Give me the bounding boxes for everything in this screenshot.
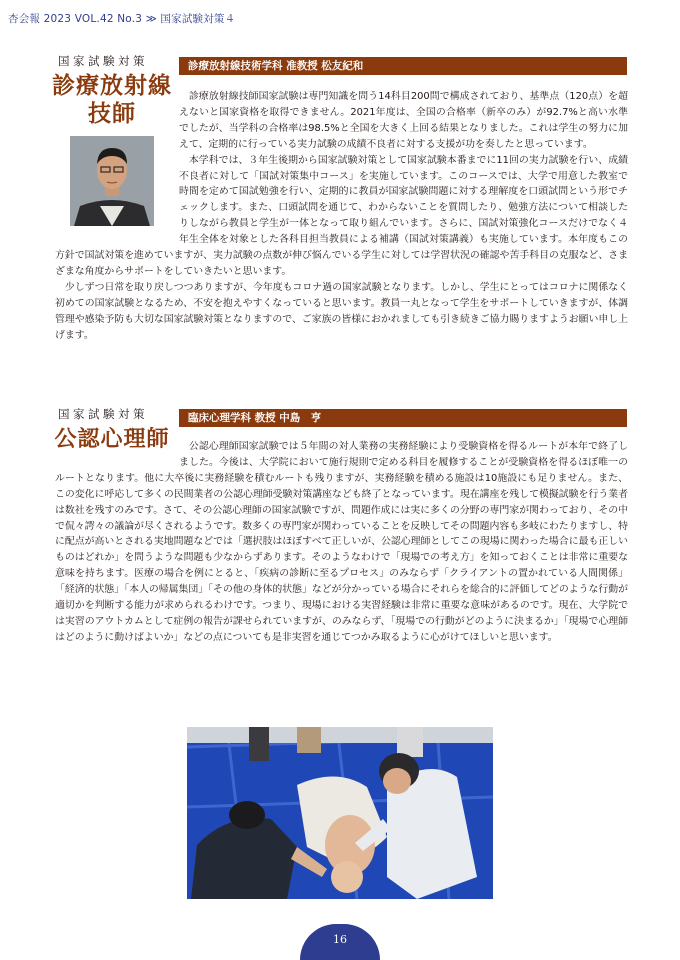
running-header: 杏会報 2023 VOL.42 No.3 ≫ 国家試験対策４ [8,13,236,25]
section1-label: 国家試験対策 [58,54,148,68]
page-number: 16 [333,933,347,946]
section1-author-bar: 診療放射線技術学科 准教授 松友紀和 [179,57,627,75]
section2-paragraph: 公認心理師国家試験では５年間の対人業務の実務経験により受験資格を得るルートが本年で終了しました。今後は、大学院において施行規則で定める科目を履修することが受験資格を得るほぼ唯一のルートとなります。他に大卒後に実務経験を積むルートも残りますが、実務経験を積める施設は10施設にも足りません。また、この変化に呼応して多くの民間業者の公認心理師受験対策講座なども終了となっています。現在講座を残して模擬試験を行う業者は数社を残すのみです。さて、その公認心理師の国家試験ですが、問題作成には実に多くの分野の専門家が関わっており、その中で侃々諤々の議論が尽くされるようです。数多くの専門家が関わっていることを反映してその問題内容も多岐にわたりますし、特に配点が高いとされる実地問題などでは「選択肢はほぼすべて正しいが、公認心理師としてこの現場に関わった場合に最も正しいものはどれか」を問うような問題も少なからずあります。そのようなわけで「現場での考え方」を知っておくことは非常に重要な意味を持ちます。医療の場合を例にとると、「疾病の診断に至るプロセス」のみならず「クライアントの置かれている人間関係」「経済的状態」「本人の帰属集団」「その他の身体的状態」などが分かっている場合にそれらを総合的に評価してどのような行動が適切かを判断する能力が求められるわけです。つまり、現場における実習経験は非常に重要な意味があるのです。現在、大学院では実習のアウトカムとして症例の報告が課せられていますが、のみならず、「現場での行動がどのように決まるか」「現場で心理師はどのように動けばよいか」などの点についても是非実習を通じてつかみ取るように心がけてほしいと思います。 [55,441,628,643]
training-scene-illustration [187,727,493,899]
page-number-tab [300,924,380,960]
section1-title-line2: 技師 [88,101,136,127]
section2-label: 国家試験対策 [58,407,148,421]
section1-paragraph: 本学科では、３年生後期から国家試験対策として国家試験本番までに11回の実力試験を行い、成績不良者に対して「国試対策集中コース」を実施しています。このコースでは、大学で用意した教室で時間を定めて国試勉強を行い、定期的に教員が国家試験問題に対する理解度を口頭試問という形でチェックします。また、口頭試問を通じて、わからないことを質問したり、勉強方法について相談したりしながら教員と学生が一体となって取り組んでいます。さらに、国試対策強化コースだけでなく４年生全体を対象とした各科目担当教員による補講（国試対策講義）も実施しています。本年度もこの方針で国試対策を進めていますが、実力試験の点数が伸び悩んでいる学生に対しては学習状況の確認や苦手科目の克服など、さまざまな角度からサポートをしていきたいと思います。 [55,154,628,277]
section1-paragraph: 少しずつ日常を取り戻しつつありますが、今年度もコロナ過の国家試験となります。しかし、学生にとってはコロナに関係なく初めての国家試験となるため、不安を抱えやすくなっていると思います。教員一丸となって学生をサポートしていきますが、体調管理や感染予防も大切な国家試験対策となりますので、ご家族の皆様におかれましても引き続きご協力賜りますようお願い申し上げます。 [55,281,628,341]
section2-body [55,439,628,646]
section1-title-line1: 診療放射線 [52,73,172,99]
section1-paragraph: 診療放射線技師国家試験は専門知識を問う14科目200問で構成されており、基準点（120点）を超えないと国家資格を取得できません。2021年度は、全国の合格率（新卒のみ）が92.7%と高い水準でしたが、当学科の合格率は98.5%と全国を大きく上回る結果となりました。これは学生の努力に加えて、定期的に行っている実力試験の成績不良者に対する支援が功を奏したと思っています。 [179,91,628,150]
training-photo [187,727,493,899]
section2-title: 公認心理師 [54,427,170,452]
section2-author-bar: 臨床心理学科 教授 中島 亨 [179,409,627,427]
section1-body [55,89,628,344]
